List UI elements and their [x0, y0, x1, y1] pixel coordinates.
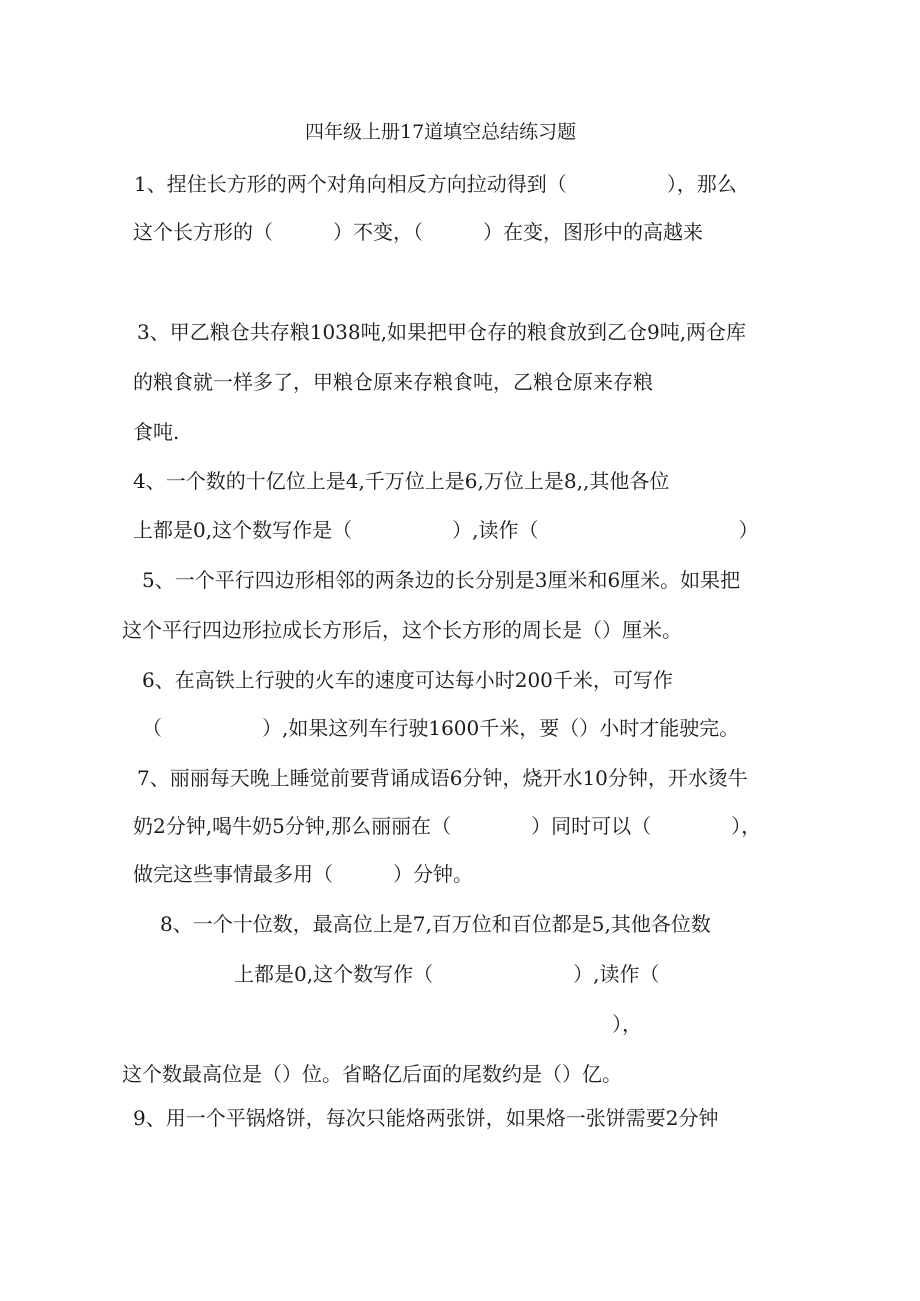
question-3-line-2: 的粮食就一样多了，甲粮仓原来存粮食吨，乙粮仓原来存粮 [133, 370, 653, 394]
question-3-line-1: 3、甲乙粮仓共存粮1038吨,如果把甲仓存的粮食放到乙仓9吨,两仓库 [137, 320, 747, 344]
question-6-line-1: 6、在高铁上行驶的火车的速度可达每小时200千米，可写作 [142, 668, 673, 692]
question-4-line-2: 上都是0,这个数写作是（ ）,读作（ ） [133, 518, 759, 542]
worksheet-title: 四年级上册17道填空总结练习题 [305, 121, 577, 143]
question-5-line-1: 5、一个平行四边形相邻的两条边的长分别是3厘米和6厘米。如果把 [142, 568, 741, 592]
question-1-line-2: 这个长方形的（ ）不变，（ ）在变，图形中的高越来 [133, 220, 703, 244]
question-8-line-4: 这个数最高位是（）位。省略亿后面的尾数约是（）亿。 [122, 1062, 622, 1086]
question-6-line-2: （ ）,如果这列车行驶1600千米，要（）小时才能驶完。 [142, 716, 740, 740]
question-7-line-2: 奶2分钟,喝牛奶5分钟,那么丽丽在（ ）同时可以（ ）， [133, 814, 762, 838]
question-9-line-1: 9、用一个平锅烙饼，每次只能烙两张饼，如果烙一张饼需要2分钟 [133, 1106, 719, 1130]
question-3-line-3: 食吨. [133, 420, 180, 444]
question-7-line-1: 7、丽丽每天晚上睡觉前要背诵成语6分钟，烧开水10分钟，开水烫牛 [137, 766, 748, 790]
question-7-line-3: 做完这些事情最多用（ ）分钟。 [133, 862, 473, 886]
question-8-line-3: ）， [612, 1012, 642, 1036]
question-8-line-2: 上都是0,这个数写作（ ）,读作（ [234, 962, 660, 986]
question-1-line-1: 1、捏住长方形的两个对角向相反方向拉动得到（ ），那么 [134, 172, 737, 196]
question-5-line-2: 这个平行四边形拉成长方形后，这个长方形的周长是（）厘米。 [122, 618, 682, 642]
question-8-line-1: 8、一个十位数，最高位上是7,百万位和百位都是5,其他各位数 [160, 912, 711, 936]
question-4-line-1: 4、一个数的十亿位上是4,千万位上是6,万位上是8,,其他各位 [133, 469, 670, 493]
